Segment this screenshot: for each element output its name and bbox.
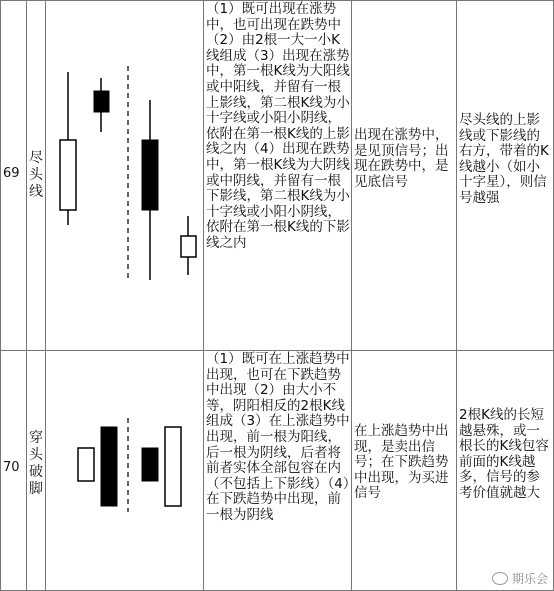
engulfing-bullish-candle-icon (165, 427, 181, 506)
form-description: （1）既可出现在涨势中，也可出现在跌势中（2）由2根一大一小K线组成（3）出现在涨势中，第一根K线为大阳线或中阳线，并留有一根上影线，第二根K线为小十字线或小阳小阴线，依附在第一根K线的上影线之内（4）出现在跌势中，第一根K线为大阴线或中阴线，并留有一根下影线，第二根K线为小十字线或小阳小阴线，依附在第一根K线的下影线之内 (206, 1, 350, 251)
row-number: 70 (3, 460, 20, 475)
pattern-name: 穿头破脚 (29, 430, 43, 497)
form-description: （1）既可在上涨趋势中出现，也可在下跌趋势中出现（2）由大小不等，阴阳相反的2根K线组成（3）在上涨趋势中出现，前一根为阳线，后一根为阴线，后者将前者实体全部包容在内（不包括上下影线）（4）在下跌趋势中出现，前一根为阴线 (206, 351, 350, 523)
signal-note: 2根K线的长短越悬殊，或一根长的K线包容前面的K线越多，信号的参考价值就越大 (459, 407, 549, 501)
watermark (492, 570, 548, 587)
signal-meaning: 出现在涨势中，是见顶信号；出现在跌势中，是见底信号 (354, 127, 449, 190)
wechat-icon (492, 572, 508, 585)
pattern-name: 尽头线 (29, 150, 43, 200)
signal-meaning: 在上涨趋势中出现，是卖出信号；在下跌趋势中出现，为买进信号 (354, 423, 449, 502)
bearish-candle-icon (142, 100, 158, 280)
row-number: 69 (3, 166, 20, 181)
small-bullish-candle-icon (181, 216, 196, 275)
bullish-candle-icon (60, 72, 76, 225)
small-bullish-candle-icon (78, 448, 94, 481)
engulfing-bearish-candle-icon (101, 427, 117, 506)
signal-note: 尽头线的上影线或下影线的右方，带着的K线越小（如小十字星），则信号越强 (459, 112, 549, 206)
small-bearish-candle-icon (142, 448, 158, 481)
watermark-text: 期乐会 (511, 572, 548, 586)
small-bearish-candle-icon (94, 78, 109, 132)
